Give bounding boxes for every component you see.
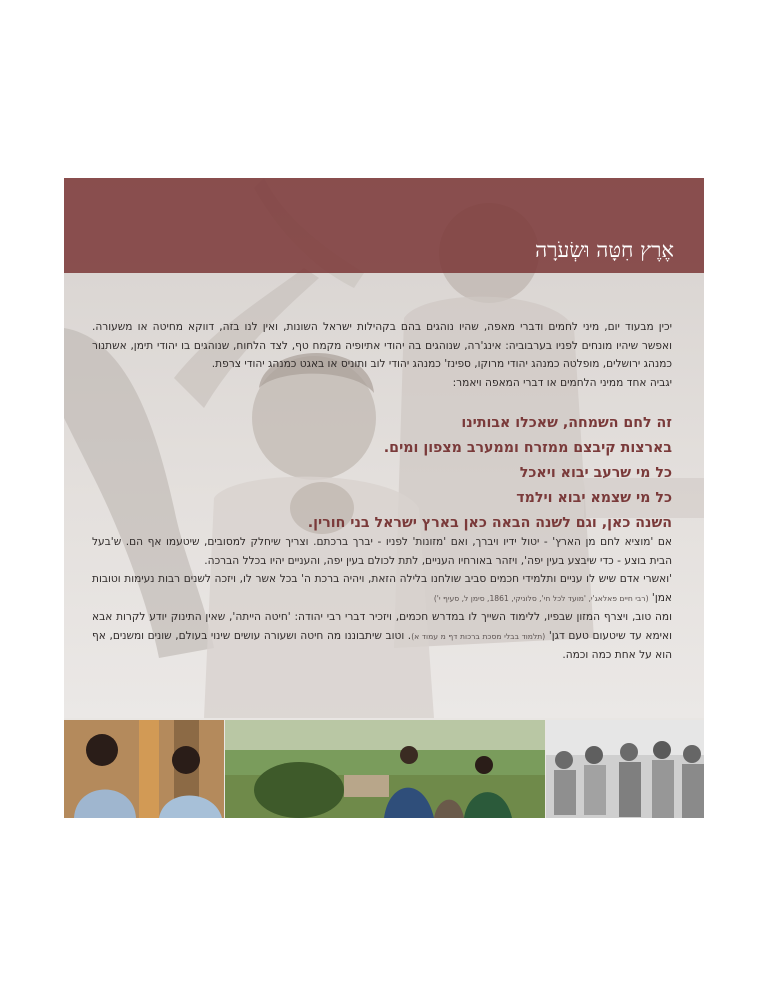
page-title: אֶרֶץ חִטָּה וּשְׂעֹרָה bbox=[535, 238, 674, 262]
body-paragraph bbox=[92, 570, 672, 608]
photo-family bbox=[225, 720, 545, 818]
body-paragraph: אם 'מוציא לחם מן הארץ' - יטול ידיו ויברך, ואם 'מזונות' לפניו - יברך ברכתם. וצריך שיחלק למסובים, שיטעמו אף הם. ש'בעל הבית בוצע - כדי שיבצע בעין יפה', ויזהר באורחיו העניים, לתת לכולם בעין יפה, והעניים יהיו בכלל הברכה. bbox=[92, 536, 672, 567]
poem-line: כל מי שצמא יבוא וילמד bbox=[516, 490, 672, 506]
quote-text: 'ואשרי אדם שיש לו עניים ותלמידי חכמים סביב שולחנו בלילה הזאת, ויהיה ברכת ה' בכל אשר לו, ויזכה לשנים רבות נעימות וטובות אמן' bbox=[92, 573, 672, 604]
poem-block bbox=[92, 411, 672, 536]
poem-line: בארצות קיבצם ממזרח וממערב מצפון ומים. bbox=[383, 440, 672, 456]
poem-line: כל מי שרעב יבוא ויאכל bbox=[519, 465, 672, 481]
intro-instruction: יגביה אחד ממיני הלחמים או דברי המאפה ויאמר: bbox=[452, 376, 672, 389]
intro-paragraph: יכין מבעוד יום, מיני לחמים ודברי מאפה, שהיו נוהגים בהם בקהילות ישראל השונות, ואין לנו בזה, דווקא מחיטה או משעורה. ואפשר שיהיו מונחים לפניו בערבוביה: אינג'רה, שנוהגים בה יהודי אתיופיה מקמח טף, לצד הלחוח, שנוהגים בו יהודי תימן, אשתנור כמנהג ירושלים, מופלטה כמנהג יהודי מרוקו, ספינז' כמנהג יהודי לוב ותוניס או באגט כמנהג יהודי צרפת. bbox=[92, 321, 672, 370]
citation: (רבי חיים פאלאג'י, 'מועד לכל חי', סלוניקי, 1861, סימן ל, סעיף י') bbox=[433, 593, 649, 603]
citation: (תלמוד בבלי מסכת ברכות דף מ עמוד א) bbox=[411, 631, 546, 641]
photo-strip bbox=[64, 720, 704, 818]
body-paragraph bbox=[92, 608, 672, 665]
page-panel bbox=[64, 178, 704, 818]
paragraph-text: ומה טוב, ויצרף המזון שבפיו, ללימוד השייך לו במדרש חכמים, ויזכיר דברי רבי יהודה: 'חיטה הייתה', שאין התינוק יודע לקרות אבא ואימא עד שיטעום טעם דגן' bbox=[92, 611, 672, 642]
poem-line: זה לחם השמחה, שאכלו אבותינו bbox=[461, 415, 672, 431]
paragraph-text: . וטוב שיתבוננו מה חיטה ושעורה עושים שינוי בעולם, שונים ומשנים, אף הוא על אחת כמה וכמה. bbox=[92, 629, 672, 661]
poem-line: השנה כאן, וגם לשנה הבאה כאן בארץ ישראל בני חורין. bbox=[307, 515, 672, 531]
photo-girls bbox=[64, 720, 224, 818]
photo-children-bw bbox=[546, 720, 704, 818]
intro-text bbox=[92, 318, 672, 392]
body-text bbox=[92, 533, 672, 665]
